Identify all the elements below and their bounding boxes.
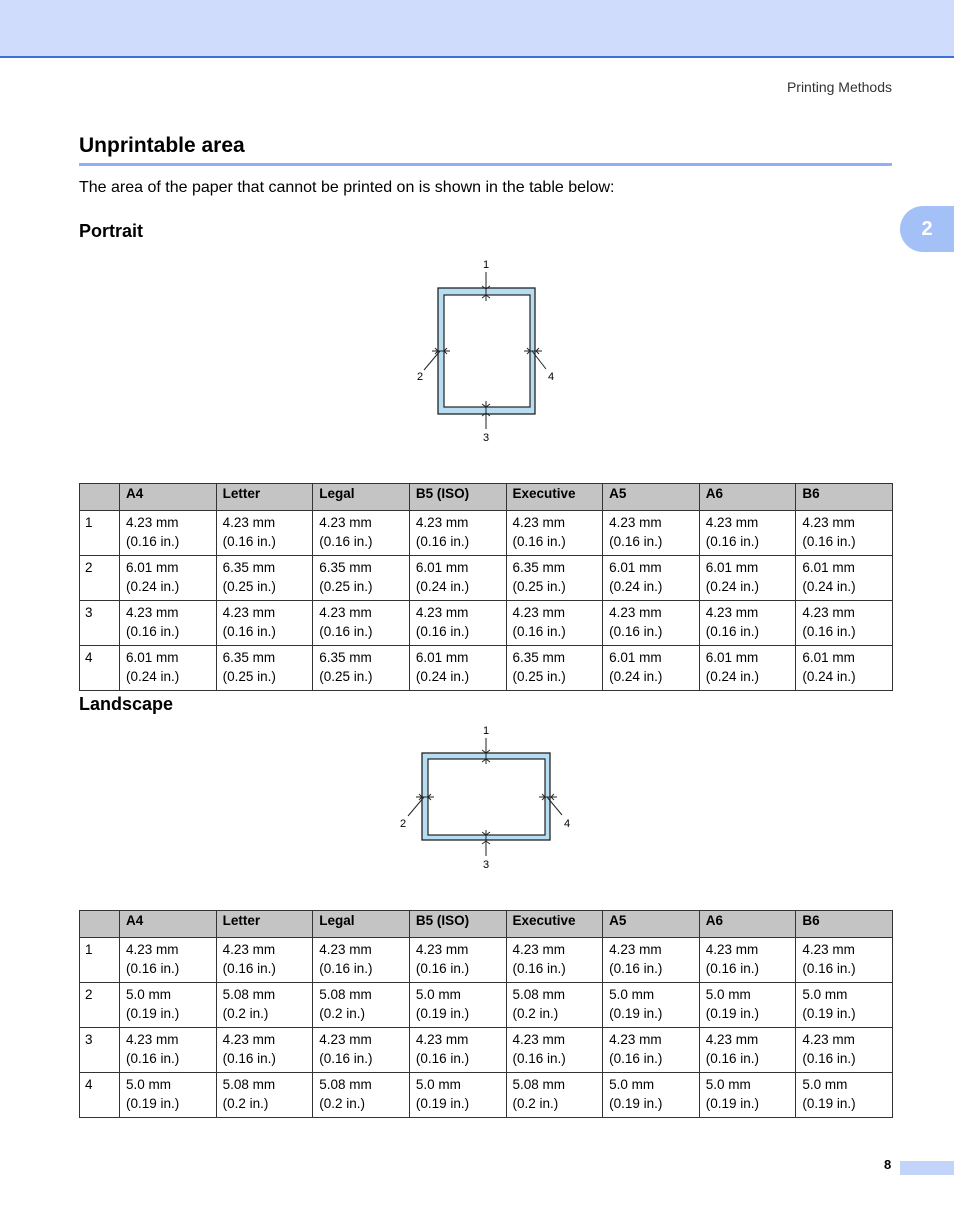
margin-in: (0.2 in.)	[222, 1005, 269, 1021]
margin-cell	[699, 556, 796, 601]
margin-mm: 6.01 mm	[415, 650, 469, 665]
column-header: A4	[120, 911, 217, 938]
chapter-tab: 2	[900, 206, 954, 252]
margin-cell	[796, 983, 893, 1028]
landscape-callout-4: 4	[563, 818, 571, 830]
column-header: A6	[699, 911, 796, 938]
margin-in: (0.24 in.)	[609, 578, 663, 594]
margin-in: (0.16 in.)	[319, 533, 373, 549]
margin-mm: 5.0 mm	[126, 1077, 172, 1092]
margin-in: (0.16 in.)	[415, 960, 470, 976]
table-row	[80, 1028, 893, 1073]
margin-cell	[796, 601, 893, 646]
margin-cell	[409, 511, 506, 556]
landscape-table	[79, 910, 893, 1118]
margin-mm: 6.01 mm	[415, 560, 469, 575]
margin-in: (0.24 in.)	[126, 578, 180, 594]
margin-cell	[120, 983, 217, 1028]
margin-cell	[120, 556, 217, 601]
margin-in: (0.2 in.)	[512, 1095, 559, 1111]
column-header: Legal	[313, 484, 410, 511]
column-header: Legal	[313, 911, 410, 938]
margin-mm: 4.23 mm	[415, 605, 469, 620]
landscape-heading: Landscape	[79, 694, 174, 714]
margin-cell	[603, 1028, 700, 1073]
margin-in: (0.16 in.)	[705, 960, 760, 976]
margin-mm: 4.23 mm	[319, 515, 372, 530]
landscape-callout-2: 2	[399, 818, 407, 830]
row-number: 4	[80, 646, 120, 691]
margin-mm: 4.23 mm	[415, 515, 469, 530]
margin-cell	[603, 983, 700, 1028]
margin-mm: 6.35 mm	[222, 650, 276, 665]
margin-in: (0.25 in.)	[512, 578, 566, 594]
margin-mm: 5.08 mm	[512, 987, 566, 1002]
row-number: 1	[80, 938, 120, 983]
margin-in: (0.16 in.)	[705, 533, 760, 549]
margin-cell	[603, 601, 700, 646]
row-number: 1	[80, 511, 120, 556]
margin-in: (0.16 in.)	[512, 1050, 566, 1066]
margin-mm: 4.23 mm	[126, 515, 179, 530]
margin-cell	[120, 1028, 217, 1073]
landscape-table-body	[80, 938, 893, 1118]
portrait-table-body	[80, 511, 893, 691]
margin-mm: 4.23 mm	[512, 605, 566, 620]
margin-mm: 4.23 mm	[512, 942, 566, 957]
table-header-row	[80, 484, 893, 511]
margin-cell	[409, 938, 506, 983]
margin-cell	[603, 646, 700, 691]
margin-mm: 4.23 mm	[609, 942, 662, 957]
portrait-table	[79, 483, 893, 691]
margin-in: (0.16 in.)	[802, 960, 856, 976]
margin-cell	[216, 601, 313, 646]
table-row	[80, 556, 893, 601]
margin-in: (0.16 in.)	[222, 623, 276, 639]
landscape-diagram	[384, 718, 584, 883]
footer-band	[900, 1161, 954, 1175]
column-header: A5	[603, 911, 700, 938]
portrait-callout-3: 3	[482, 432, 490, 444]
column-header: B5 (ISO)	[409, 911, 506, 938]
margin-cell	[313, 601, 410, 646]
margin-in: (0.16 in.)	[126, 960, 180, 976]
margin-mm: 6.01 mm	[802, 560, 855, 575]
margin-in: (0.25 in.)	[222, 668, 276, 684]
margin-cell	[313, 511, 410, 556]
portrait-callout-1: 1	[482, 259, 490, 271]
margin-in: (0.24 in.)	[705, 578, 760, 594]
margin-in: (0.24 in.)	[415, 578, 470, 594]
margin-cell	[216, 983, 313, 1028]
margin-mm: 4.23 mm	[126, 605, 179, 620]
margin-in: (0.25 in.)	[319, 578, 373, 594]
margin-mm: 4.23 mm	[705, 605, 759, 620]
row-number: 3	[80, 601, 120, 646]
margin-cell	[409, 983, 506, 1028]
margin-cell	[120, 1073, 217, 1118]
margin-in: (0.2 in.)	[319, 1005, 366, 1021]
margin-cell	[506, 511, 603, 556]
margin-cell	[216, 1073, 313, 1118]
margin-mm: 6.01 mm	[126, 560, 179, 575]
margin-cell	[603, 938, 700, 983]
margin-cell	[699, 983, 796, 1028]
margin-mm: 4.23 mm	[222, 605, 276, 620]
header-band	[0, 0, 954, 58]
margin-in: (0.16 in.)	[319, 1050, 373, 1066]
margin-in: (0.24 in.)	[609, 668, 663, 684]
margin-mm: 6.01 mm	[705, 650, 759, 665]
table-header-row	[80, 911, 893, 938]
margin-mm: 4.23 mm	[609, 605, 662, 620]
margin-in: (0.16 in.)	[319, 960, 373, 976]
margin-cell	[603, 511, 700, 556]
margin-cell	[796, 556, 893, 601]
margin-cell	[699, 646, 796, 691]
row-number: 2	[80, 983, 120, 1028]
margin-cell	[506, 938, 603, 983]
margin-in: (0.16 in.)	[512, 623, 566, 639]
margin-in: (0.2 in.)	[512, 1005, 559, 1021]
margin-mm: 6.35 mm	[319, 560, 372, 575]
margin-mm: 4.23 mm	[705, 942, 759, 957]
margin-in: (0.19 in.)	[126, 1095, 180, 1111]
margin-mm: 4.23 mm	[222, 942, 276, 957]
margin-in: (0.24 in.)	[126, 668, 180, 684]
margin-cell	[409, 1073, 506, 1118]
table-row	[80, 646, 893, 691]
margin-mm: 4.23 mm	[802, 605, 855, 620]
header-section-label: Printing Methods	[786, 79, 892, 95]
margin-cell	[313, 1073, 410, 1118]
column-header: A5	[603, 484, 700, 511]
margin-in: (0.16 in.)	[705, 1050, 760, 1066]
margin-cell	[120, 646, 217, 691]
margin-cell	[120, 511, 217, 556]
margin-in: (0.16 in.)	[512, 960, 566, 976]
margin-in: (0.24 in.)	[705, 668, 760, 684]
margin-in: (0.16 in.)	[415, 1050, 470, 1066]
margin-cell	[216, 1028, 313, 1073]
margin-mm: 5.0 mm	[415, 987, 461, 1002]
margin-in: (0.16 in.)	[126, 1050, 180, 1066]
margin-mm: 6.35 mm	[512, 560, 566, 575]
column-header: Letter	[216, 484, 313, 511]
portrait-diagram	[400, 252, 570, 457]
margin-cell	[506, 601, 603, 646]
margin-cell	[699, 601, 796, 646]
margin-mm: 5.0 mm	[802, 1077, 848, 1092]
margin-mm: 6.35 mm	[222, 560, 276, 575]
margin-mm: 4.23 mm	[705, 515, 759, 530]
margin-in: (0.16 in.)	[609, 533, 663, 549]
column-header: Letter	[216, 911, 313, 938]
table-row	[80, 938, 893, 983]
margin-mm: 4.23 mm	[512, 1032, 566, 1047]
margin-mm: 5.08 mm	[319, 987, 372, 1002]
margin-cell	[216, 556, 313, 601]
margin-in: (0.16 in.)	[222, 960, 276, 976]
margin-in: (0.16 in.)	[222, 533, 276, 549]
margin-mm: 4.23 mm	[319, 942, 372, 957]
margin-cell	[699, 1073, 796, 1118]
page-number: 8	[884, 1157, 892, 1172]
margin-cell	[796, 1028, 893, 1073]
table-row	[80, 1073, 893, 1118]
margin-in: (0.19 in.)	[415, 1095, 470, 1111]
margin-mm: 5.0 mm	[126, 987, 172, 1002]
margin-cell	[216, 938, 313, 983]
row-number: 2	[80, 556, 120, 601]
margin-mm: 5.0 mm	[705, 1077, 751, 1092]
margin-cell	[506, 556, 603, 601]
portrait-callout-4: 4	[547, 371, 555, 383]
margin-mm: 5.0 mm	[609, 987, 655, 1002]
margin-cell	[796, 1073, 893, 1118]
margin-in: (0.19 in.)	[415, 1005, 470, 1021]
margin-mm: 4.23 mm	[609, 1032, 662, 1047]
margin-cell	[699, 511, 796, 556]
margin-mm: 5.0 mm	[415, 1077, 461, 1092]
margin-mm: 4.23 mm	[512, 515, 566, 530]
margin-mm: 6.01 mm	[802, 650, 855, 665]
margin-cell	[506, 646, 603, 691]
margin-cell	[313, 983, 410, 1028]
margin-cell	[120, 938, 217, 983]
margin-in: (0.2 in.)	[319, 1095, 366, 1111]
margin-in: (0.16 in.)	[705, 623, 760, 639]
margin-mm: 4.23 mm	[415, 1032, 469, 1047]
row-number: 3	[80, 1028, 120, 1073]
margin-mm: 4.23 mm	[802, 515, 855, 530]
margin-in: (0.16 in.)	[609, 1050, 663, 1066]
margin-mm: 5.0 mm	[802, 987, 848, 1002]
margin-cell	[313, 646, 410, 691]
margin-cell	[796, 646, 893, 691]
margin-in: (0.16 in.)	[512, 533, 566, 549]
margin-in: (0.16 in.)	[319, 623, 373, 639]
margin-cell	[409, 646, 506, 691]
margin-mm: 5.08 mm	[222, 987, 276, 1002]
margin-in: (0.16 in.)	[126, 533, 180, 549]
margin-in: (0.19 in.)	[126, 1005, 180, 1021]
table-row	[80, 983, 893, 1028]
column-header: A4	[120, 484, 217, 511]
margin-cell	[796, 511, 893, 556]
margin-mm: 4.23 mm	[222, 1032, 276, 1047]
landscape-callout-1: 1	[482, 725, 490, 737]
margin-cell	[313, 1028, 410, 1073]
margin-mm: 5.08 mm	[319, 1077, 372, 1092]
margin-in: (0.19 in.)	[705, 1095, 760, 1111]
margin-in: (0.19 in.)	[609, 1005, 663, 1021]
margin-in: (0.19 in.)	[802, 1095, 856, 1111]
margin-cell	[216, 511, 313, 556]
margin-mm: 5.08 mm	[512, 1077, 566, 1092]
margin-in: (0.24 in.)	[802, 578, 856, 594]
margin-cell	[699, 1028, 796, 1073]
row-number: 4	[80, 1073, 120, 1118]
margin-mm: 4.23 mm	[319, 605, 372, 620]
margin-mm: 6.35 mm	[319, 650, 372, 665]
margin-mm: 4.23 mm	[802, 1032, 855, 1047]
margin-in: (0.16 in.)	[126, 623, 180, 639]
margin-mm: 6.01 mm	[609, 560, 662, 575]
margin-mm: 4.23 mm	[609, 515, 662, 530]
margin-mm: 4.23 mm	[222, 515, 276, 530]
column-header: Executive	[506, 911, 603, 938]
margin-in: (0.16 in.)	[415, 533, 470, 549]
portrait-heading: Portrait	[79, 221, 144, 241]
margin-in: (0.16 in.)	[609, 623, 663, 639]
margin-in: (0.24 in.)	[802, 668, 856, 684]
margin-cell	[409, 601, 506, 646]
margin-mm: 5.0 mm	[609, 1077, 655, 1092]
margin-cell	[506, 1028, 603, 1073]
margin-mm: 4.23 mm	[319, 1032, 372, 1047]
margin-cell	[796, 938, 893, 983]
margin-cell	[409, 1028, 506, 1073]
margin-cell	[216, 646, 313, 691]
margin-cell	[313, 556, 410, 601]
margin-cell	[409, 556, 506, 601]
column-header: A6	[699, 484, 796, 511]
landscape-callout-3: 3	[482, 859, 490, 871]
margin-cell	[120, 601, 217, 646]
column-header: B5 (ISO)	[409, 484, 506, 511]
intro-paragraph: The area of the paper that cannot be printed on is shown in the table below:	[79, 179, 615, 196]
margin-mm: 4.23 mm	[415, 942, 469, 957]
column-header: B6	[796, 484, 893, 511]
page-title: Unprintable area	[79, 134, 245, 157]
margin-mm: 6.01 mm	[609, 650, 662, 665]
margin-mm: 4.23 mm	[802, 942, 855, 957]
title-underline	[79, 163, 892, 166]
margin-in: (0.16 in.)	[222, 1050, 276, 1066]
margin-cell	[313, 938, 410, 983]
column-header	[80, 484, 120, 511]
margin-in: (0.16 in.)	[415, 623, 470, 639]
margin-in: (0.16 in.)	[802, 623, 856, 639]
column-header: Executive	[506, 484, 603, 511]
margin-mm: 5.08 mm	[222, 1077, 276, 1092]
margin-in: (0.24 in.)	[415, 668, 470, 684]
margin-in: (0.16 in.)	[609, 960, 663, 976]
margin-cell	[506, 983, 603, 1028]
column-header	[80, 911, 120, 938]
margin-cell	[699, 938, 796, 983]
margin-in: (0.16 in.)	[802, 1050, 856, 1066]
margin-mm: 6.01 mm	[705, 560, 759, 575]
margin-mm: 4.23 mm	[126, 942, 179, 957]
table-row	[80, 511, 893, 556]
margin-in: (0.25 in.)	[512, 668, 566, 684]
table-row	[80, 601, 893, 646]
margin-mm: 5.0 mm	[705, 987, 751, 1002]
margin-mm: 4.23 mm	[126, 1032, 179, 1047]
margin-mm: 4.23 mm	[705, 1032, 759, 1047]
margin-cell	[506, 1073, 603, 1118]
margin-mm: 6.35 mm	[512, 650, 566, 665]
margin-in: (0.19 in.)	[609, 1095, 663, 1111]
margin-in: (0.19 in.)	[802, 1005, 856, 1021]
margin-in: (0.25 in.)	[222, 578, 276, 594]
portrait-callout-2: 2	[416, 371, 424, 383]
column-header: B6	[796, 911, 893, 938]
margin-in: (0.25 in.)	[319, 668, 373, 684]
margin-cell	[603, 1073, 700, 1118]
margin-in: (0.16 in.)	[802, 533, 856, 549]
margin-in: (0.2 in.)	[222, 1095, 269, 1111]
margin-in: (0.19 in.)	[705, 1005, 760, 1021]
margin-cell	[603, 556, 700, 601]
margin-mm: 6.01 mm	[126, 650, 179, 665]
